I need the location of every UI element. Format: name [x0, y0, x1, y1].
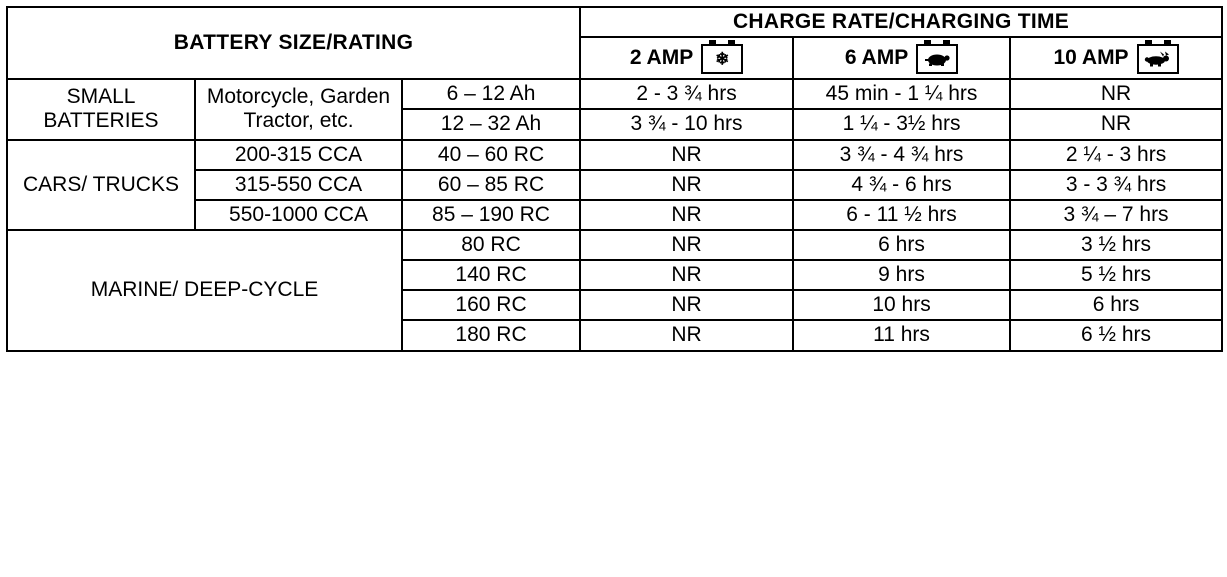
rabbit-battery-icon: [1137, 44, 1179, 80]
rating-cell: 6 – 12 Ah: [402, 79, 580, 109]
time-2amp-cell: NR: [580, 170, 793, 200]
time-10amp-cell: 2 ¼ - 3 hrs: [1010, 140, 1222, 170]
rating-cell: 160 RC: [402, 290, 580, 320]
time-10amp-cell: 3 ½ hrs: [1010, 230, 1222, 260]
header-row-top: [7, 7, 1222, 37]
group-label-small-batteries: SMALL BATTERIES: [7, 79, 195, 139]
category-cca-cell: 200-315 CCA: [195, 140, 402, 170]
time-10amp-cell: 6 hrs: [1010, 290, 1222, 320]
time-10amp-cell: 5 ½ hrs: [1010, 260, 1222, 290]
time-2amp-cell: NR: [580, 260, 793, 290]
header-rate-6amp: [793, 37, 1010, 79]
table-row: [7, 140, 1222, 170]
time-2amp-cell: NR: [580, 320, 793, 350]
time-10amp-cell: 6 ½ hrs: [1010, 320, 1222, 350]
time-6amp-cell: 11 hrs: [793, 320, 1010, 350]
rating-cell: 140 RC: [402, 260, 580, 290]
group-label-marine-deep-cycle: MARINE/ DEEP-CYCLE: [7, 230, 402, 351]
battery-charging-chart: [6, 6, 1223, 352]
header-rate-10amp: [1010, 37, 1222, 79]
time-6amp-cell: 6 hrs: [793, 230, 1010, 260]
category-cca-cell: 315-550 CCA: [195, 170, 402, 200]
time-2amp-cell: 2 - 3 ¾ hrs: [580, 79, 793, 109]
time-6amp-cell: 9 hrs: [793, 260, 1010, 290]
header-rate-2amp-label: 2 AMP: [629, 46, 694, 70]
time-6amp-cell: 10 hrs: [793, 290, 1010, 320]
time-6amp-cell: 3 ¾ - 4 ¾ hrs: [793, 140, 1010, 170]
time-10amp-cell: 3 ¾ – 7 hrs: [1010, 200, 1222, 230]
time-2amp-cell: NR: [580, 230, 793, 260]
time-2amp-cell: NR: [580, 290, 793, 320]
time-10amp-cell: 3 - 3 ¾ hrs: [1010, 170, 1222, 200]
time-2amp-cell: 3 ¾ - 10 hrs: [580, 109, 793, 139]
table-row: [7, 79, 1222, 109]
rating-cell: 80 RC: [402, 230, 580, 260]
time-6amp-cell: 1 ¼ - 3½ hrs: [793, 109, 1010, 139]
header-rate-2amp: [580, 37, 793, 79]
rating-cell: 60 – 85 RC: [402, 170, 580, 200]
header-rate-6amp-label: 6 AMP: [844, 46, 909, 70]
header-rate-10amp-label: 10 AMP: [1053, 46, 1129, 70]
category-cca-cell: 550-1000 CCA: [195, 200, 402, 230]
rating-cell: 12 – 32 Ah: [402, 109, 580, 139]
rating-cell: 40 – 60 RC: [402, 140, 580, 170]
group-label-cars-trucks: CARS/ TRUCKS: [7, 140, 195, 230]
time-10amp-cell: NR: [1010, 79, 1222, 109]
time-6amp-cell: 4 ¾ - 6 hrs: [793, 170, 1010, 200]
rating-cell: 180 RC: [402, 320, 580, 350]
header-battery-size-rating: BATTERY SIZE/RATING: [7, 7, 580, 79]
rating-cell: 85 – 190 RC: [402, 200, 580, 230]
header-charge-rate-title: CHARGE RATE/CHARGING TIME: [580, 7, 1222, 37]
category-small-batteries-type: Motorcycle, Garden Tractor, etc.: [195, 79, 402, 139]
table-row: [7, 230, 1222, 260]
time-6amp-cell: 6 - 11 ½ hrs: [793, 200, 1010, 230]
snowflake-battery-icon: ❄: [701, 44, 743, 80]
turtle-battery-icon: [916, 44, 958, 80]
time-6amp-cell: 45 min - 1 ¼ hrs: [793, 79, 1010, 109]
time-10amp-cell: NR: [1010, 109, 1222, 139]
time-2amp-cell: NR: [580, 200, 793, 230]
time-2amp-cell: NR: [580, 140, 793, 170]
